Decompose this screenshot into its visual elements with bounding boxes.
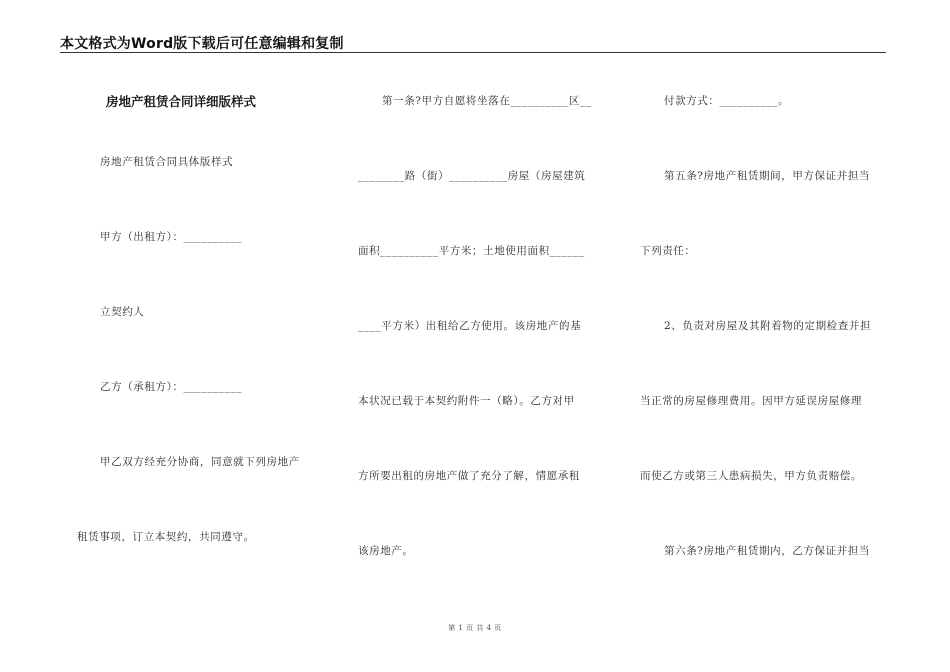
- column1-line: 甲方（出租方）：__________: [100, 231, 243, 243]
- column2-line: 第一条?甲方自愿将坐落在__________区__: [382, 95, 592, 107]
- column3-line: 下列责任：: [640, 245, 696, 257]
- document-header: 本文格式为Word版下载后可任意编辑和复制: [60, 36, 344, 52]
- header-divider: [60, 52, 886, 53]
- column2-line: ____平方米）出租给乙方使用。该房地产的基: [358, 320, 582, 332]
- column1-line: 乙方（承租方）：__________: [100, 381, 243, 393]
- page-number-footer: 第 1 页 共 4 页: [448, 624, 502, 632]
- column2-line: 方所要出租的房地产做了充分了解，情愿承租: [358, 470, 580, 482]
- column2-line: ________路（街）__________房屋（房屋建筑: [358, 170, 586, 182]
- column1-line: 甲乙双方经充分协商，同意就下列房地产: [100, 456, 300, 468]
- column3-line: 第五条?房地产租赁期间，甲方保证并担当: [664, 170, 871, 182]
- column2-line: 本状况已载于本契约附件一（略）。乙方对甲: [358, 395, 575, 407]
- column1-line: 房地产租赁合同具体版样式: [100, 156, 234, 168]
- column2-line: 面积__________平方米；土地使用面积______: [358, 245, 585, 257]
- document-title: 房地产租赁合同详细版样式: [106, 94, 257, 109]
- column1-line: 立契约人: [100, 306, 145, 318]
- column3-line: 第六条?房地产租赁期内，乙方保证并担当: [664, 545, 871, 557]
- column3-line: 当正常的房屋修理费用。因甲方延误房屋修理: [640, 395, 862, 407]
- column3-line: 而使乙方或第三人患病损失，甲方负责赔偿。: [640, 470, 862, 482]
- column1-line: 租赁事项，订立本契约，共同遵守。: [77, 531, 255, 543]
- column3-line: 2、负责对房屋及其附着物的定期检查并担: [664, 320, 872, 332]
- column2-line: 该房地产。: [358, 545, 414, 557]
- column3-line: 付款方式：__________。: [664, 95, 790, 107]
